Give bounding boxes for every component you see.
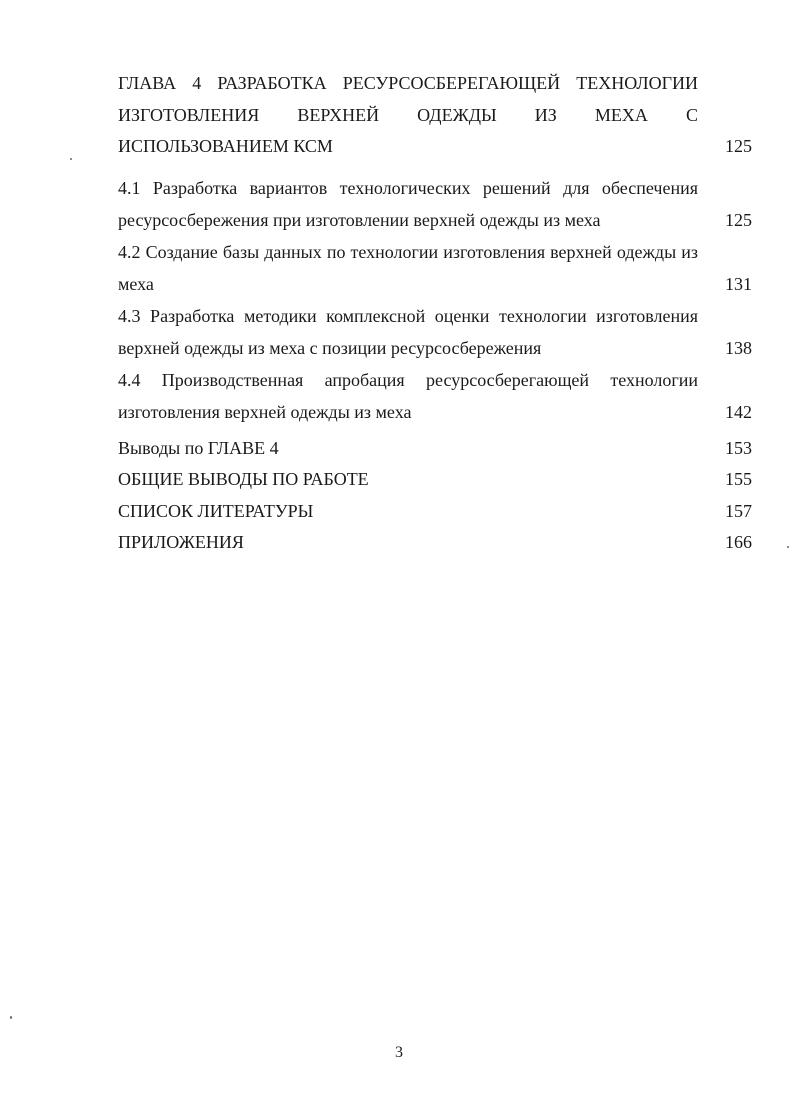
scan-speck: [10, 1016, 12, 1019]
toc-entry-title: 4.2 Создание базы данных по технологии изготовления верхней одежды из меха: [118, 241, 698, 294]
scan-speck: [70, 158, 72, 160]
toc-entry-title: ОБЩИЕ ВЫВОДЫ ПО РАБОТЕ: [118, 469, 369, 489]
toc-entry-page: 155: [725, 469, 752, 489]
toc-entry-page: 153: [725, 437, 752, 458]
toc-section-4-2[interactable]: [118, 236, 752, 300]
toc-entry-page: 131: [725, 273, 752, 294]
toc-section-4-1[interactable]: [118, 172, 752, 236]
toc-entry-page: 125: [725, 209, 752, 230]
toc-entry-title: 4.4 Производственная апробация ресурсосберегающей технологии изготовления верхней одежды из меха: [118, 369, 698, 422]
toc-section-4-4[interactable]: [118, 364, 752, 428]
toc-appendices[interactable]: [118, 527, 752, 559]
toc-entry-page: 157: [725, 500, 752, 521]
toc-section-4-3[interactable]: [118, 300, 752, 364]
toc-entry-title: ПРИЛОЖЕНИЯ: [118, 532, 244, 552]
toc-entry-title: ГЛАВА 4 РАЗРАБОТКА РЕСУРСОСБЕРЕГАЮЩЕЙ ТЕХНОЛОГИИ ИЗГОТОВЛЕНИЯ ВЕРХНЕЙ ОДЕЖДЫ ИЗ МЕХА С ИСПОЛЬЗОВАНИЕМ КСМ: [118, 73, 698, 156]
toc-entry-page: 142: [725, 401, 752, 422]
toc-entry-title: 4.1 Разработка вариантов технологических решений для обеспечения ресурсосбережения при изготовлении верхней одежды из меха: [118, 177, 698, 230]
toc-chapter-4[interactable]: [118, 68, 752, 163]
toc-entry-page: 166: [725, 532, 752, 552]
toc-references[interactable]: [118, 496, 752, 528]
toc-general-conclusions[interactable]: [118, 464, 752, 496]
toc-entry-title: СПИСОК ЛИТЕРАТУРЫ: [118, 500, 314, 521]
scan-speck: [787, 546, 789, 548]
toc-entry-title: 4.3 Разработка методики комплексной оценки технологии изготовления верхней одежды из меха с позиции ресурсосбережения: [118, 305, 698, 358]
toc-entry-page: 138: [725, 337, 752, 358]
toc-entry-page: 125: [725, 136, 752, 156]
toc-entry-title: Выводы по ГЛАВЕ 4: [118, 437, 279, 458]
table-of-contents: [118, 68, 752, 559]
toc-chapter-4-conclusions[interactable]: [118, 433, 752, 465]
page-number: 3: [395, 1044, 403, 1061]
